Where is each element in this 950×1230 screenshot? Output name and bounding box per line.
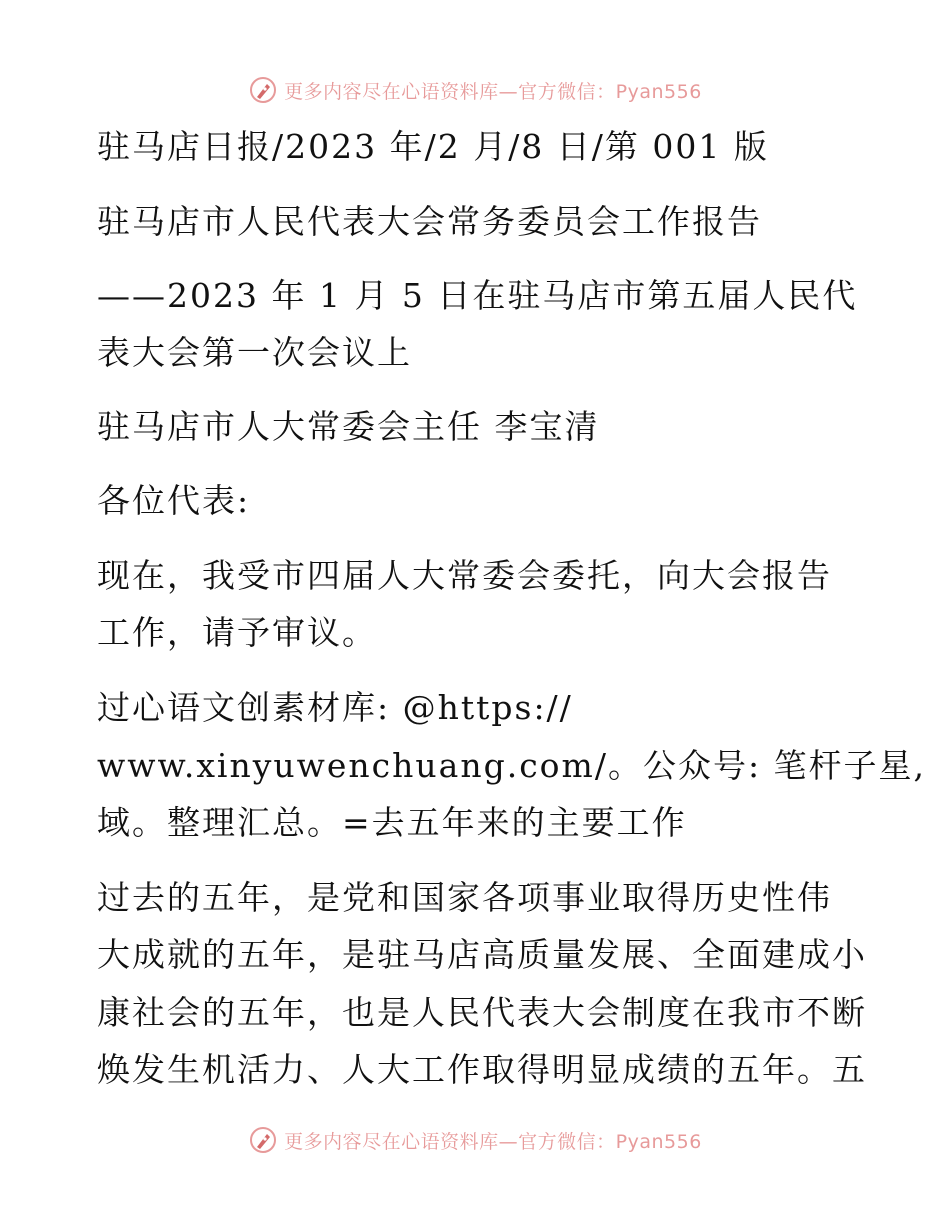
- paragraph-line: 大成就的五年，是驻马店高质量发展、全面建成小: [97, 935, 867, 974]
- paragraph-line: 现在，我受市四届人大常委会委托，向大会报告: [97, 556, 832, 595]
- report-subtitle-line-2: 表大会第一次会议上: [97, 333, 412, 372]
- paragraph-line: 焕发生机活力、人大工作取得明显成绩的五年。五: [97, 1050, 867, 1089]
- report-subtitle-line-1: ——2023 年 1 月 5 日在驻马店市第五届人民代: [97, 276, 858, 315]
- paragraph-line: 过心语文创素材库: @https://: [97, 688, 573, 727]
- paragraph-line: 域。整理汇总。=去五年来的主要工作: [97, 803, 687, 842]
- report-title: 驻马店市人民代表大会常务委员会工作报告: [97, 202, 762, 241]
- salutation: 各位代表:: [97, 481, 251, 520]
- watermark-text: 更多内容尽在心语资料库—官方微信：Pyan556: [284, 80, 702, 103]
- pen-nib-logo-icon: [248, 75, 278, 105]
- header-watermark: [0, 70, 950, 110]
- watermark-text: 更多内容尽在心语资料库—官方微信：Pyan556: [284, 1130, 702, 1153]
- publication-line: 驻马店日报/2023 年/2 月/8 日/第 001 版: [97, 127, 769, 166]
- paragraph-line: www.xinyuwenchuang.com/。公众号: 笔杆子星,: [97, 746, 927, 785]
- footer-watermark: [0, 1120, 950, 1160]
- paragraph-line: 过去的五年，是党和国家各项事业取得历史性伟: [97, 878, 832, 917]
- paragraph-line: 工作，请予审议。: [97, 613, 377, 652]
- author-line: 驻马店市人大常委会主任 李宝清: [97, 407, 600, 446]
- paragraph-line: 康社会的五年，也是人民代表大会制度在我市不断: [97, 993, 867, 1032]
- pen-nib-logo-icon: [248, 1125, 278, 1155]
